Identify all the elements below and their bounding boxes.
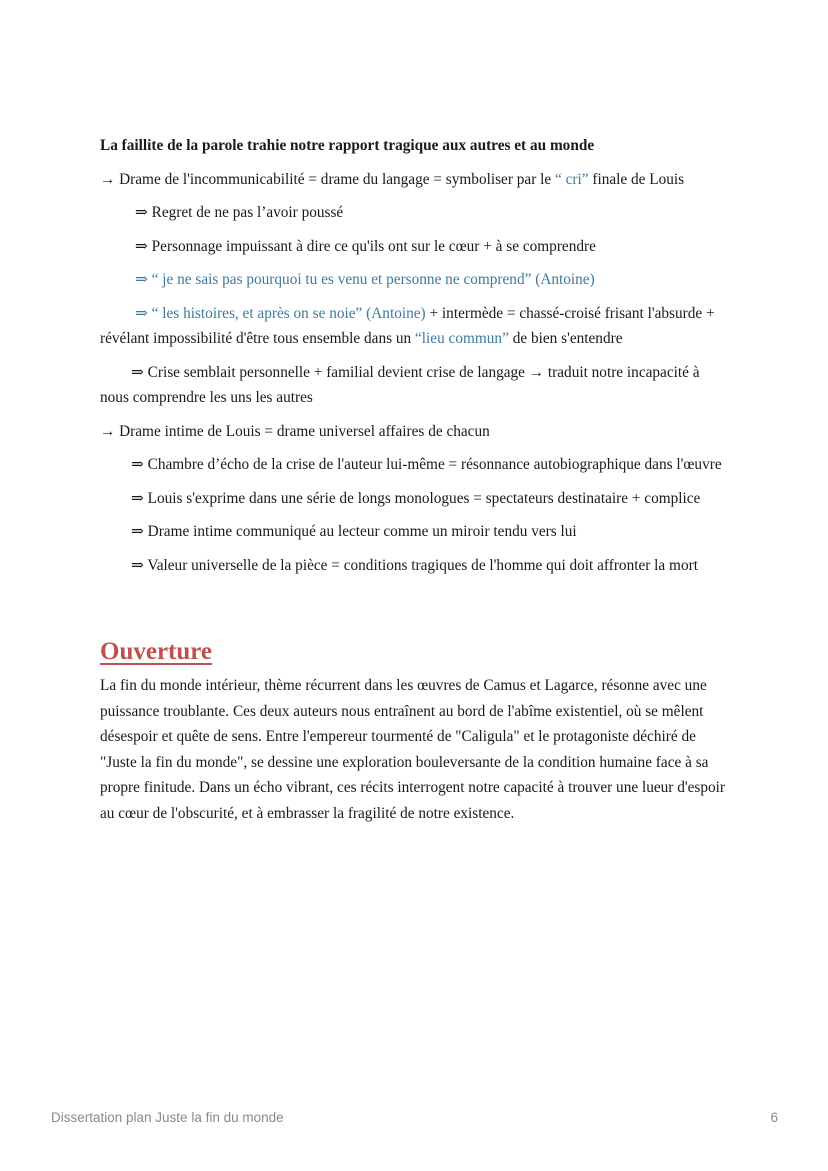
- quote-lieu-commun: “lieu commun”: [415, 330, 509, 347]
- page-footer: [51, 1108, 778, 1128]
- page-number: 6: [770, 1110, 778, 1125]
- text-span: + intermède = chassé-croisé frisant l'absurde + révélant impossibilité d'être tous ensemble dans un: [100, 304, 715, 347]
- text-span: de bien s'entendre: [508, 330, 623, 347]
- ouverture-title: Ouverture: [100, 638, 213, 665]
- footer-title: Dissertation plan Juste la fin du monde: [51, 1110, 284, 1125]
- quote-histoires: ⇒ “ les histoires, et après on se noie” (Antoine): [135, 304, 426, 322]
- page-content: [100, 133, 730, 826]
- line-monologues: ⇒ Louis s'exprime dans une série de longs monologues = spectateurs destinataire + complice: [131, 489, 701, 507]
- line-miroir: ⇒ Drame intime communiqué au lecteur comme un miroir tendu vers lui: [131, 523, 577, 540]
- line-quote-antoine-1: ⇒ “ je ne sais pas pourquoi tu es venu et personne ne comprend” (Antoine): [135, 271, 595, 288]
- line-valeur-universelle: ⇒ Valeur universelle de la pièce = conditions tragiques de l'homme qui doit affronter la mort: [131, 556, 698, 574]
- line-chambre-echo: ⇒ Chambre d’écho de la crise de l'auteur lui-même = résonnance autobiographique dans l'œuvre: [131, 456, 722, 473]
- line-quote-antoine-2: [100, 301, 730, 352]
- text-span: finale de Louis: [588, 170, 685, 188]
- line-crise-langage: ⇒ Crise semblait personnelle + familial devient crise de langage → traduit notre incapacité à nous comprendre les uns les autres: [100, 363, 700, 406]
- quote-cri: “ cri”: [555, 170, 589, 188]
- ouverture-paragraph: La fin du monde intérieur, thème récurrent dans les œuvres de Camus et Lagarce, résonne avec une puissance troublante. Ces deux auteurs nous entraînent au bord de l'abîme existentiel, où se mêlent désespoir et quête de sens. Entre l'empereur tourmenté de "Caligula" et le protagoniste déchiré de "Juste la fin du monde", se dessine une exploration bouleversante de la condition humaine face à sa propre finitude. Dans un écho vibrant, ces récits interrogent notre capacité à trouver une lueur d'espoir au cœur de l'obscurité, et à embrasser la fragilité de notre existence.: [100, 677, 726, 822]
- line-drame-incommunicabilite: [100, 167, 730, 193]
- section-heading: La faillite de la parole trahie notre rapport tragique aux autres et au monde: [100, 137, 595, 154]
- line-drame-intime: → Drame intime de Louis = drame universel affaires de chacun: [100, 422, 490, 440]
- line-personnage-impuissant: ⇒ Personnage impuissant à dire ce qu'ils ont sur le cœur + à se comprendre: [135, 237, 596, 255]
- spacer: [100, 586, 730, 637]
- line-regret: ⇒ Regret de ne pas l’avoir poussé: [135, 204, 344, 221]
- text-span: → Drame de l'incommunicabilité = drame du langage = symboliser par le: [100, 170, 555, 188]
